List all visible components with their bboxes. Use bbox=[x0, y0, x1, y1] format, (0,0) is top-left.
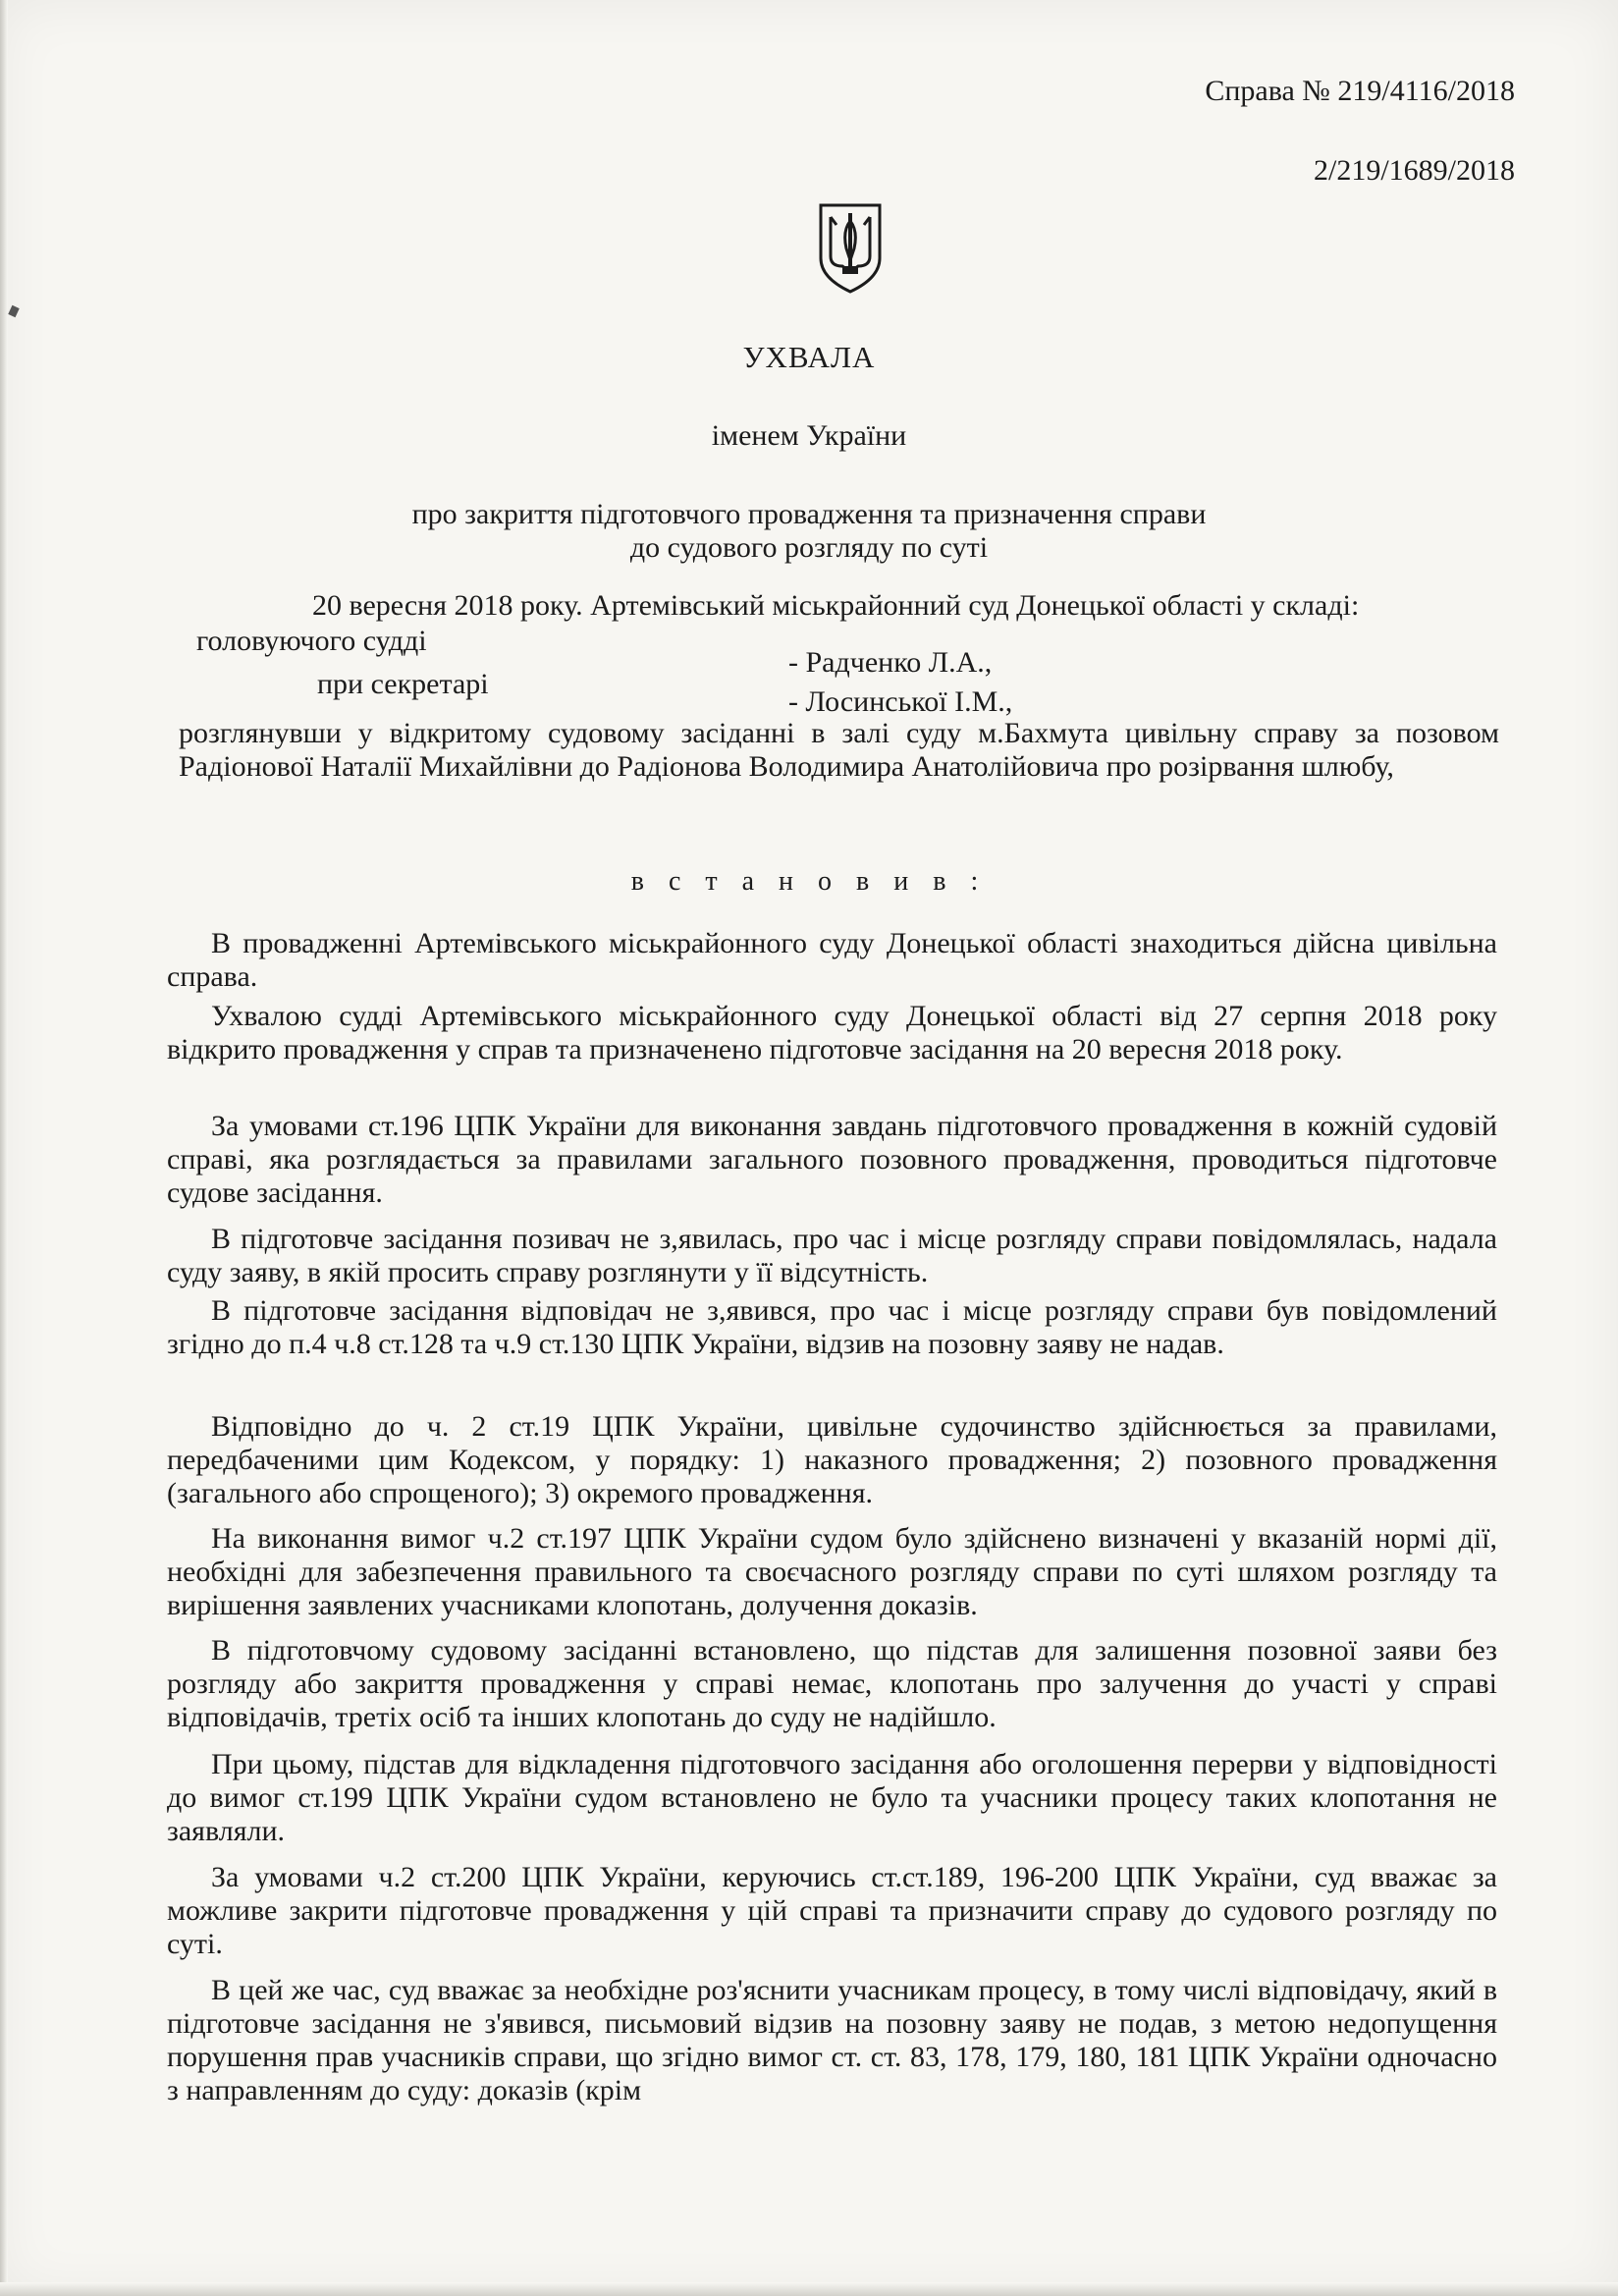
body-paragraph-6: Відповідно до ч. 2 ст.19 ЦПК України, цивільне судочинство здійснюється за правилами, передбаченими цим Кодексом, у порядку: 1) наказного провадження; 2) позовного провадження (загального або спрощеного); 3) окремого провадження. bbox=[167, 1410, 1497, 1509]
trident-emblem-icon bbox=[815, 201, 886, 295]
body-paragraph-2: Ухвалою судді Артемівського міськрайонного суду Донецької області від 27 серпня 2018 року відкрито провадження у справ та призначенено підготовче засідання на 20 вересня 2018 року. bbox=[167, 1000, 1497, 1066]
document-title: УХВАЛА bbox=[742, 340, 876, 374]
body-paragraph-4: В підготовче засідання позивач не з,явилась, про час і місце розгляду справи повідомлялась, надала суду заяву, в якій просить справу розглянути у її відсутність. bbox=[167, 1223, 1497, 1288]
body-paragraph-7: На виконання вимог ч.2 ст.197 ЦПК України судом було здійснено визначені у вказаній нормі дії, необхідні для забезпечення правильного та своєчасного розгляду справи по суті шляхом розгляду та вирішення заявлених учасниками клопотань, долучення доказів. bbox=[167, 1522, 1497, 1621]
secretary-label: при секретарі bbox=[317, 668, 489, 700]
proceeding-number: 2/219/1689/2018 bbox=[1313, 154, 1515, 187]
body-paragraph-11: В цей же час, суд вважає за необхідне роз'яснити учасникам процесу, в тому числі відповідачу, який в підготовче засідання не з'явився, письмовий відзив на позовну заяву не подав, з метою недопущення порушення прав учасників справи, що згідно вимог ст. ст. 83, 178, 179, 180, 181 ЦПК України одночасно з направленням до суду: доказів (крім bbox=[167, 1974, 1497, 2106]
case-number: Справа № 219/4116/2018 bbox=[1205, 75, 1515, 107]
document-about-line-1: про закриття підготовчого провадження та призначення справи bbox=[411, 498, 1207, 530]
body-paragraph-1: В провадженні Артемівського міськрайонного суду Донецької області знаходиться дійсна цивільна справа. bbox=[167, 927, 1497, 993]
intro-date-line: 20 вересня 2018 року. Артемівський міськрайонний суд Донецької області у складі: bbox=[312, 589, 1360, 622]
established-heading: в с т а н о в и в : bbox=[630, 866, 988, 897]
body-paragraph-9: При цьому, підстав для відкладення підготовчого засідання або оголошення перерви у відповідності до вимог ст.199 ЦПК України судом встановлено не було та учасники процесу таких клопотання не заявляли. bbox=[167, 1748, 1497, 1847]
secretary-value: - Лосинської І.М., bbox=[788, 685, 1013, 718]
body-paragraph-8: В підготовчому судовому засіданні встановлено, що підстав для залишення позовної заяви без розгляду або закриття провадження у справі немає, клопотань про залучення до участі у справі відповідачів, третіх осіб та інших клопотань до суду не надійшло. bbox=[167, 1634, 1497, 1733]
scan-bottom-edge bbox=[0, 2282, 1618, 2296]
scan-mark bbox=[8, 305, 19, 317]
body-paragraph-5: В підготовче засідання відповідач не з,явився, про час і місце розгляду справи був повідомлений згідно до п.4 ч.8 ст.128 та ч.9 ст.130 ЦПК України, відзив на позовну заяву не надав. bbox=[167, 1294, 1497, 1360]
presiding-value: - Радченко Л.А., bbox=[788, 646, 993, 679]
body-paragraph-3: За умовами ст.196 ЦПК України для виконання завдань підготовчого провадження в кожній судовій справі, яка розглядається за правилами загального позовного провадження, проводиться підготовче судове засідання. bbox=[167, 1110, 1497, 1209]
considered-paragraph: розглянувши у відкритому судовому засіданні в залі суду м.Бахмута цивільну справу за позовом Радіонової Наталії Михайлівни до Радіонова Володимира Анатолійовича про розірвання шлюбу, bbox=[179, 717, 1499, 783]
document-subtitle: іменем України bbox=[711, 419, 907, 452]
presiding-label: головуючого судді bbox=[196, 625, 427, 657]
body-paragraph-10: За умовами ч.2 ст.200 ЦПК України, керуючись ст.ст.189, 196-200 ЦПК України, суд вважає за можливе закрити підготовче провадження у цій справі та призначити справу до судового розгляду по суті. bbox=[167, 1861, 1497, 1960]
document-about-line-2: до судового розгляду по суті bbox=[629, 531, 989, 564]
